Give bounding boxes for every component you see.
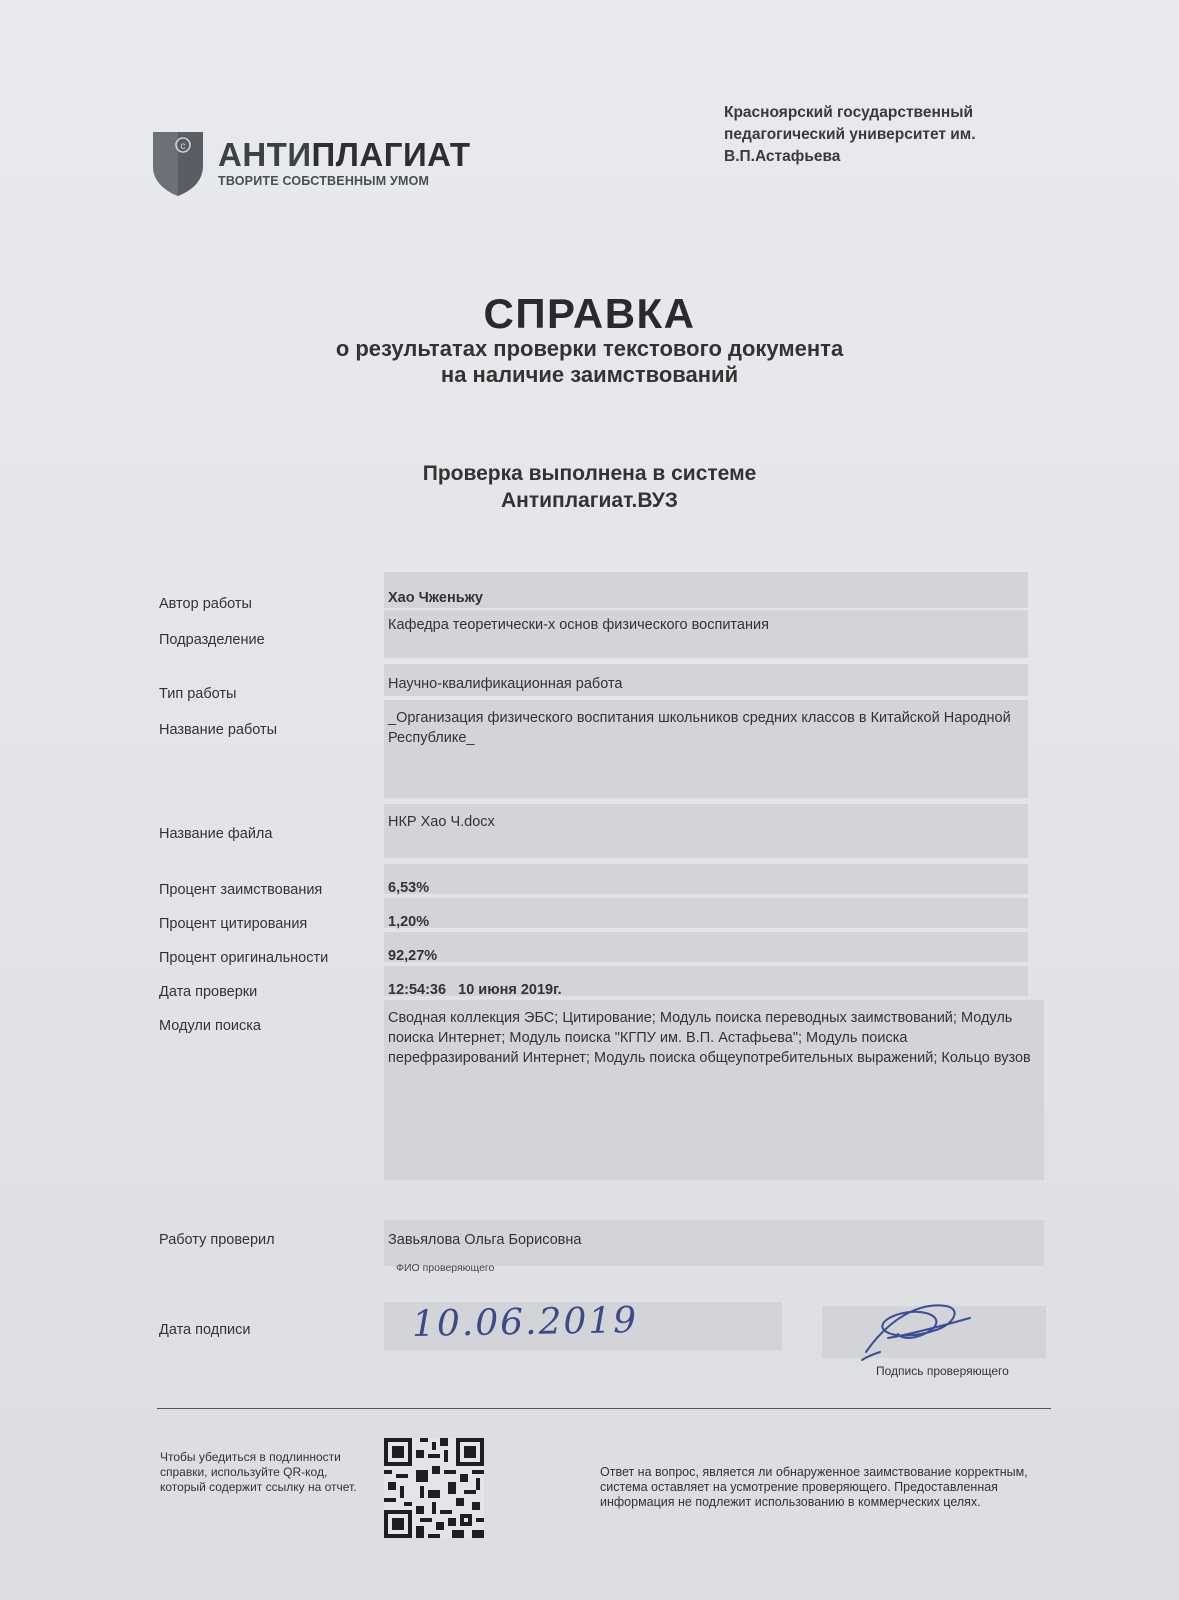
handwritten-signature (858, 1290, 978, 1370)
field-label: Подразделение (159, 632, 265, 648)
field-label: Тип работы (159, 686, 237, 702)
qr-note: Чтобы убедиться в подлинности справки, используйте QR-код, который содержит ссылку на отчет. (160, 1450, 357, 1494)
field-value: _Организация физического воспитания школьников средних классов в Китайской Народной Республике_ (384, 700, 1028, 798)
field-label: Название файла (159, 826, 273, 842)
brand-tagline: ТВОРИТЕ СОБСТВЕННЫМ УМОМ (218, 174, 430, 188)
field-value: НКР Хао Ч.docx (384, 804, 1028, 858)
disclaimer: Ответ на вопрос, является ли обнаруженное заимствование корректным, система оставляет на усмотрение проверяющего. Предоставленная информация не подлежит использованию в коммерческих целях. (600, 1465, 1028, 1509)
brand-name: АНТИПЛАГИАТ (218, 136, 471, 173)
field-label: Автор работы (159, 596, 252, 612)
field-value: 1,20% (384, 898, 1028, 928)
field-label: Дата проверки (159, 984, 258, 1000)
field-label: Процент оригинальности (159, 950, 329, 966)
university-name: Красноярский государственный педагогический университет им. В.П.Астафьева (724, 104, 976, 165)
svg-text:c: c (180, 141, 186, 152)
field-label: Работу проверил (159, 1232, 275, 1248)
field-value: Завьялова Ольга Борисовна (384, 1220, 1044, 1266)
field-value: Сводная коллекция ЭБС; Цитирование; Модуль поиска переводных заимствований; Модуль поиска Интернет; Модуль поиска "КГПУ им. В.П. Астафьева"; Модуль поиска перефразирований Интернет; Модуль поиска общеупотребительных выражений; Кольцо вузов (384, 1000, 1044, 1180)
signature-label: Подпись проверяющего (876, 1364, 1009, 1378)
footer-divider (157, 1408, 1051, 1409)
field-value: Научно-квалификационная работа (384, 664, 1028, 696)
field-value: 12:54:36 10 июня 2019г. (384, 966, 1028, 996)
qr-code-icon (384, 1438, 484, 1538)
field-label: Процент заимствования (159, 882, 323, 898)
field-label: Процент цитирования (159, 916, 308, 932)
field-value: Хао Чженьжу (384, 572, 1028, 608)
field-label: Дата подписи (159, 1322, 251, 1338)
field-label: Модули поиска (159, 1018, 261, 1034)
system-info: Проверка выполнена в системе Антиплагиат.ВУЗ (422, 462, 757, 512)
handwritten-date: 10.06.2019 (411, 1300, 639, 1345)
shield-icon (150, 128, 206, 198)
field-value: 92,27% (384, 932, 1028, 962)
document-title: СПРАВКА (483, 290, 696, 337)
antiplagiat-logo (150, 128, 471, 198)
field-label: Название работы (159, 722, 278, 738)
document-subtitle: о результатах проверки текстового документа на наличие заимствований (335, 336, 844, 387)
fio-hint: ФИО проверяющего (396, 1262, 495, 1274)
field-value: Кафедра теоретически-х основ физического воспитания (384, 610, 1028, 658)
field-value: 6,53% (384, 864, 1028, 894)
